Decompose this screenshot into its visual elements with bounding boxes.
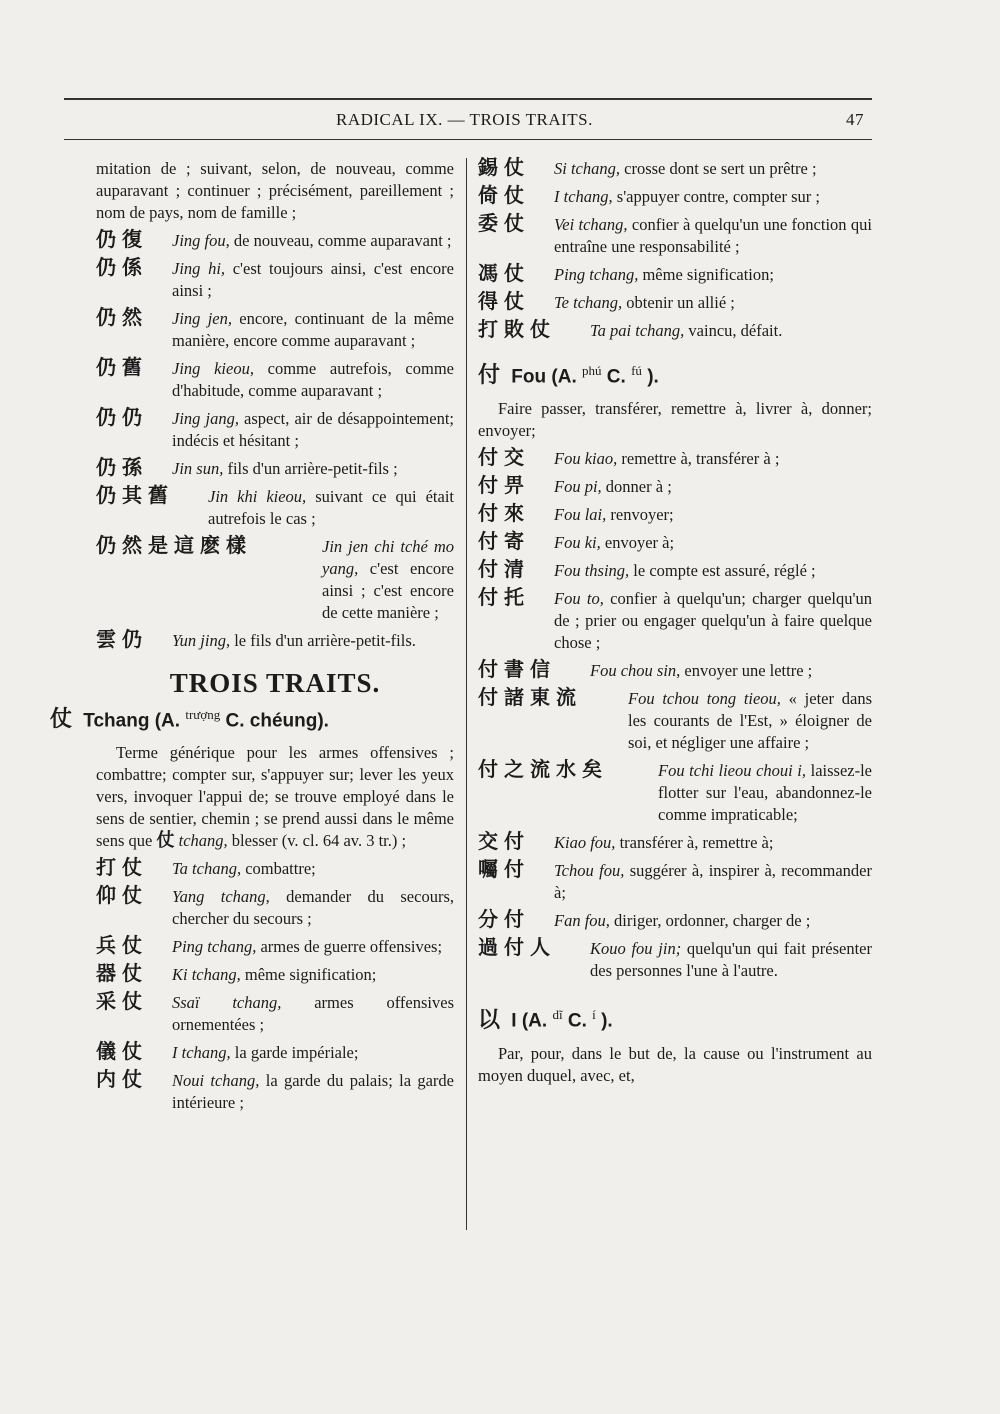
cantonese-reading: fú [631,363,642,378]
radical-heading [50,704,454,732]
romanization: Tchou fou, [554,861,625,881]
chinese-term: 仍復 [96,227,148,251]
cantonese-label: C. [606,366,626,388]
chinese-term: 付來 [478,501,530,526]
inline-chinese-term: 仗 [156,830,175,852]
left-column [50,158,455,1120]
chinese-term: 仰仗 [96,883,148,908]
romanization: Fou tchou tong tieou, [628,689,781,709]
chinese-term: 付交 [478,445,530,470]
page-number: 47 [846,110,864,129]
radical-character: 仗 [50,707,73,733]
definition: fils d'un arrière-petit-fils ; [223,459,398,478]
radical-heading [478,360,872,388]
header-top-rule [64,98,872,100]
dictionary-entry [478,183,872,208]
chinese-term: 仍仍 [96,405,148,429]
definition: transférer à, remettre à; [615,833,774,853]
radical-heading [478,1004,872,1032]
romanization: Jing hi, [172,259,226,278]
chinese-term: 仍舊 [96,355,148,379]
annamite-reading: trượng [185,707,221,722]
right-column [478,155,872,1093]
romanization: Te tchang, [554,293,623,312]
definition: « jeter dans les courants de l'Est, » éloigner de soi, et négliger une affaire ; [628,689,872,753]
right-entries-2 [478,445,872,982]
dictionary-entry [478,657,872,682]
definition: le compte est assuré, réglé ; [629,561,816,581]
definition: c'est encore ainsi ; c'est encore de cette manière ; [322,559,454,622]
definition: confier à quelqu'un une fonction qui entraîne une responsabilité ; [554,215,872,256]
page-header [64,110,872,138]
dictionary-entry [96,355,454,402]
dictionary-entry [478,685,872,754]
chinese-term: 錫仗 [478,155,530,179]
romanization: Yun jing, [172,631,231,650]
chinese-term: 付書信 [478,657,556,682]
definition: s'appuyer contre, compter sur ; [612,187,820,206]
definition: même signification; [638,265,774,284]
definition: suggérer à, inspirer à, recommander à; [554,861,872,903]
radical-character: 以 [478,1007,501,1033]
cantonese-label: C. [225,710,245,732]
chinese-term: 兵仗 [96,933,148,958]
chinese-term: 付托 [478,585,530,610]
radical-name: Tchang [83,710,150,732]
chinese-term: 仍其舊 [96,483,174,507]
chinese-term: 雲仍 [96,627,148,651]
dictionary-entry [96,883,454,930]
dictionary-entry [478,445,872,470]
romanization: Noui tchang, [172,1071,260,1091]
definition: aspect, air de désappointement; indécis et hésitant ; [172,409,454,450]
radical-definition: Faire passer, transférer, remettre à, livrer à, donner; envoyer; [478,399,872,441]
dictionary-entry [96,1067,454,1114]
radical-name: I [511,1010,517,1032]
romanization: Ta tchang, [172,859,242,879]
definition: diriger, ordonner, charger de ; [609,911,811,931]
definition: quelqu'un qui fait présenter des personnes l'une à l'autre. [590,939,872,981]
definition: encore, continuant de la même manière, encore comme auparavant ; [172,309,454,350]
chinese-term: 囑付 [478,857,530,882]
continued-definition: mitation de ; suivant, selon, de nouveau, comme auparavant ; continuer ; précisément, pareillement ; nom de pays, nom de famille ; [96,159,454,222]
romanization: Fou pi, [554,477,602,497]
radical-definition: Par, pour, dans le but de, la cause ou l'instrument au moyen duquel, avec, et, [478,1043,872,1085]
romanization: Ssaï tchang, [172,993,282,1013]
dictionary-entry [478,529,872,554]
chinese-term: 儀仗 [96,1039,148,1064]
dictionary-entry [478,501,872,526]
dictionary-entry [478,907,872,932]
cantonese-reading: chéung). [249,710,329,732]
romanization: I tchang, [554,187,613,206]
definition: comme autrefois, comme d'habitude, comme auparavant ; [172,359,454,400]
definition: c'est toujours ainsi, c'est encore ainsi ; [172,259,454,300]
dictionary-entry [96,483,455,530]
definition: crosse dont se sert un prêtre ; [620,159,817,178]
definition: obtenir un allié ; [622,293,735,312]
cantonese-reading: í [592,1007,596,1023]
definition: remettre à, transférer à ; [617,449,780,469]
dictionary-entry [478,829,872,854]
dictionary-entry [96,533,454,624]
radical-name: Fou [511,366,547,388]
chinese-term: 内仗 [96,1067,148,1092]
chinese-term: 委仗 [478,211,530,235]
chinese-term: 分付 [478,907,530,932]
chinese-term: 打仗 [96,855,148,880]
dictionary-entry [96,227,454,252]
inline-romanization: tchang, [174,831,228,851]
dictionary-entry [478,211,872,258]
romanization: Jin khi kieou, [208,487,307,506]
romanization: Jing jang, [172,409,239,428]
section-title: TROIS TRAITS. [169,668,381,698]
dictionary-entry [96,405,454,452]
dictionary-entry [96,855,454,880]
romanization: Fan fou, [554,911,610,931]
definition: armes offensives ornementées ; [172,993,454,1035]
romanization: Ta pai tchang, [590,321,685,340]
romanization: Jin sun, [172,459,224,478]
romanization: I tchang, [172,1043,231,1063]
romanization: Jin jen chi tché mo yang, [322,537,454,578]
column-divider [466,158,467,1230]
radical-definition [96,742,454,852]
definition: envoyer une lettre ; [680,661,813,681]
romanization: Ki tchang, [172,965,241,985]
definition: armes de guerre offensives; [256,937,443,957]
header-bottom-rule [64,139,872,140]
romanization: Fou lai, [554,505,607,525]
definition: la garde du palais; la garde intérieure ; [172,1071,454,1113]
romanization: Fou to, [554,589,604,609]
chinese-term: 采仗 [96,989,148,1014]
definition: de nouveau, comme auparavant ; [229,231,452,250]
right-entries [478,155,872,342]
annamite-label: (A. [521,1010,548,1032]
chinese-term: 仍係 [96,255,148,279]
chinese-term: 付諸東流 [478,685,582,710]
annamite-reading: phú [582,363,602,378]
romanization: Fou chou sin, [590,661,681,681]
romanization: Fou thsing, [554,561,630,581]
left-entries [96,227,455,652]
romanization: Ping tchang, [554,265,639,284]
dictionary-entry [96,305,454,352]
heading-close: ). [647,366,659,388]
dictionary-entry [478,757,872,826]
romanization: Fou kiao, [554,449,618,469]
chinese-term: 打敗仗 [478,317,556,341]
definition: la garde impériale; [230,1043,359,1063]
left-entries-2 [96,855,454,1114]
annamite-label: (A. [154,710,181,732]
dictionary-entry [96,455,454,480]
romanization: Fou tchi lieou choui i, [658,761,807,781]
dictionary-entry [96,961,454,986]
romanization: Si tchang, [554,159,620,178]
definition: combattre; [241,859,316,879]
romanization: Yang tchang, [172,887,270,907]
definition: laissez-le flotter sur l'eau, abandonnez-le comme impraticable; [658,761,872,825]
chinese-term: 器仗 [96,961,148,986]
chinese-term: 付寄 [478,529,530,554]
chinese-term: 得仗 [478,289,530,313]
cantonese-label: C. [567,1010,587,1032]
dictionary-entry [96,933,454,958]
definition-text: Terme générique pour les armes offensives ; combattre; compter sur, s'appuyer sur; lever les yeux vers, invoquer l'appui de; se trouve employé dans le sens de sentier, chemin ; se prend aussi dans le même sens que [96,743,454,851]
romanization: Fou ki, [554,533,601,553]
chinese-term: 倚仗 [478,183,530,207]
dictionary-entry [478,317,872,342]
chinese-term: 馮仗 [478,261,530,285]
definition: renvoyer; [606,505,674,525]
definition: demander du secours, chercher du secours ; [172,887,454,929]
chinese-term: 付畀 [478,473,530,498]
chinese-term: 過付人 [478,935,556,960]
romanization: Jing jen, [172,309,232,328]
annamite-reading: dĩ [552,1007,563,1023]
dictionary-entry [478,857,872,904]
chinese-term: 付清 [478,557,530,582]
dictionary-entry [96,1039,454,1064]
romanization: Jing kieou, [172,359,254,378]
definition: même signification; [240,965,377,985]
chinese-term: 仍然是這麽樣 [96,533,252,557]
definition: envoyer à; [600,533,675,553]
chinese-term: 交付 [478,829,530,854]
definition-text: blesser (v. cl. 64 av. 3 tr.) ; [227,831,407,851]
romanization: Kouo fou jin; [590,939,682,959]
definition: donner à ; [601,477,672,497]
dictionary-entry [478,585,872,654]
chinese-term: 仍孫 [96,455,148,479]
dictionary-entry [478,473,872,498]
heading-close: ). [601,1010,613,1032]
chinese-term: 付之流水矣 [478,757,608,782]
dictionary-entry [478,261,872,286]
dictionary-entry [478,155,872,180]
definition: le fils d'un arrière-petit-fils. [230,631,416,650]
dictionary-entry [478,289,872,314]
running-title: RADICAL IX. — TROIS TRAITS. [336,110,593,129]
definition: vaincu, défait. [684,321,783,340]
chinese-term: 仍然 [96,305,148,329]
annamite-label: (A. [551,366,577,388]
dictionary-entry [96,989,454,1036]
definition: suivant ce qui était autrefois le cas ; [208,487,455,528]
dictionary-entry [478,935,872,982]
romanization: Kiao fou, [554,833,616,853]
dictionary-entry [96,627,454,652]
dictionary-entry [96,255,454,302]
dictionary-entry [478,557,872,582]
romanization: Jing fou, [172,231,230,250]
radical-character: 付 [478,363,501,389]
romanization: Vei tchang, [554,215,628,234]
definition: confier à quelqu'un; charger quelqu'un de ; prier ou engager quelqu'un à faire quelque chose ; [554,589,872,653]
romanization: Ping tchang, [172,937,257,957]
